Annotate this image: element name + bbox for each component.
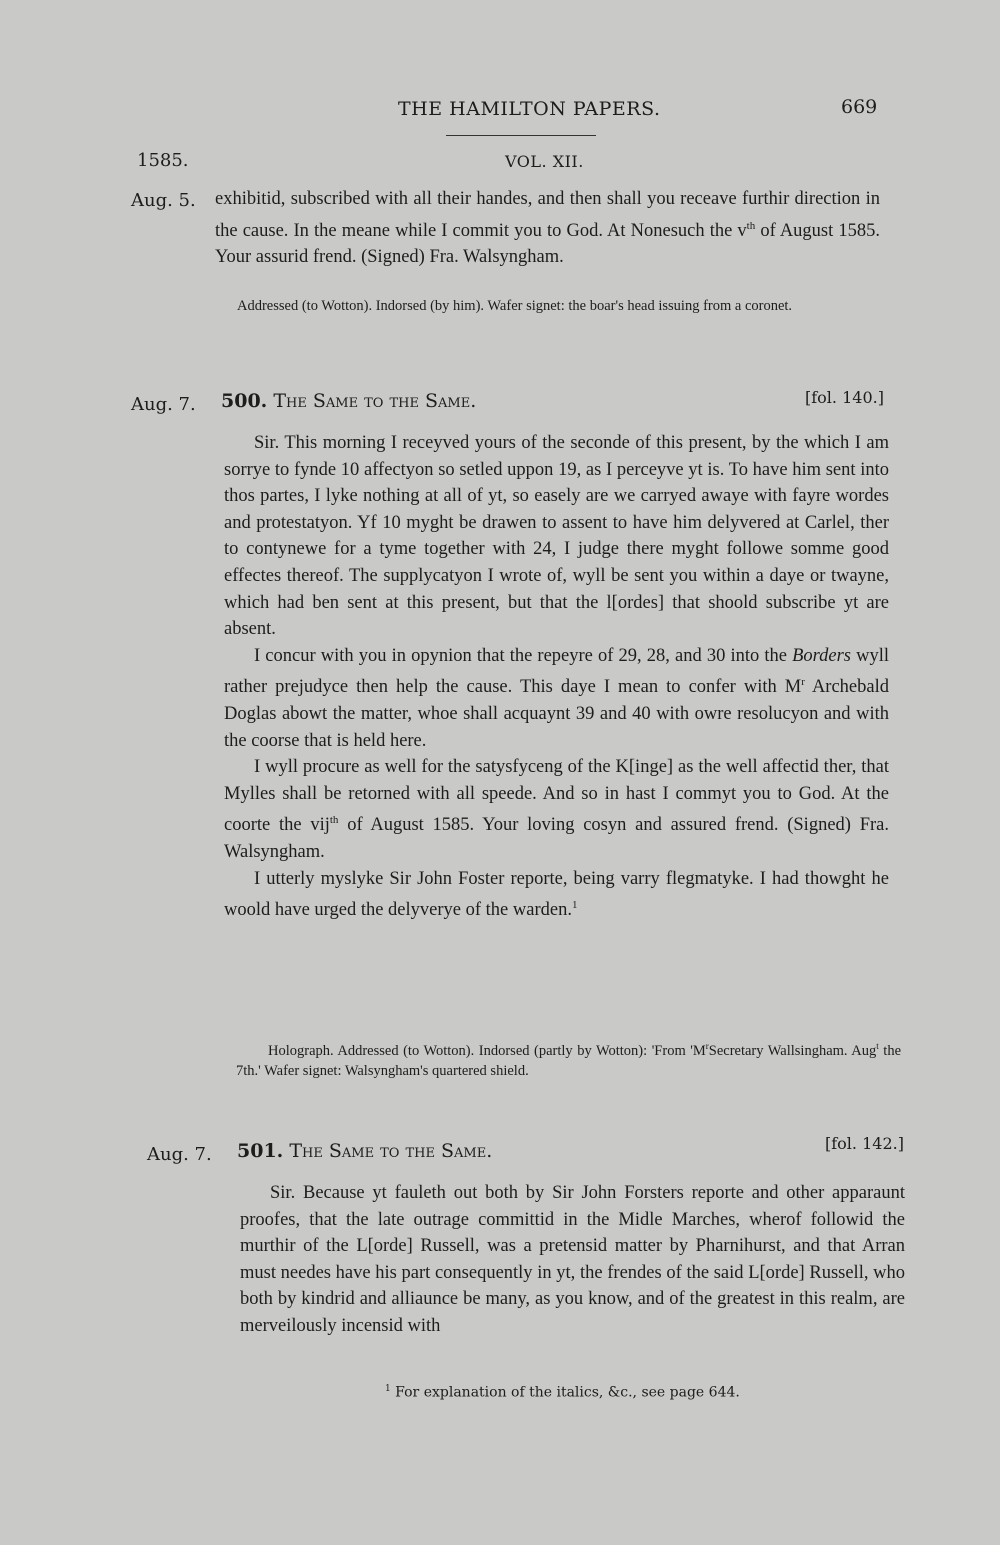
paragraph	[224, 754, 889, 866]
year-label: 1585.	[137, 150, 189, 171]
letter-500-folio: [fol. 140.]	[805, 388, 884, 407]
superscript: r	[705, 1041, 709, 1051]
letter-500-body	[224, 430, 889, 924]
paragraph-text: I utterly myslyke Sir John Foster reporte, being varry flegmatyke. I had thowght he woold have urged the delyverye of the warden.	[224, 868, 889, 921]
letter-501-body	[240, 1180, 905, 1340]
superscript: t	[876, 1041, 879, 1051]
letter-501-title: The Same to the Same.	[289, 1140, 493, 1162]
paragraph-text: of August 1585. Your loving cosyn and assured frend. (Signed) Fra. Walsyngham.	[224, 815, 889, 863]
letter-500-date: Aug. 7.	[131, 394, 196, 415]
note-text: Holograph. Addressed (to Wotton). Indorsed (partly by Wotton): 'From 'M	[268, 1042, 706, 1059]
paragraph: Sir. Because yt fauleth out both by Sir John Forsters reporte and other apparaunt proofes, that the late outrage committid in the Midle Marches, wherof followid the murthir of the L[orde] Russell, was a pretensid matter by Pharnihurst, and that Arran must needes have his part consequently in yt, the frendes of the said L[orde] Russell, who both by kindrid and alliaunce be many, as you know, and of the greatest in this realm, are merveilously incensid with	[240, 1183, 905, 1336]
letter-500-note	[236, 1036, 901, 1081]
footnote-marker: 1	[571, 899, 578, 912]
letter-500-heading	[221, 390, 476, 412]
paragraph	[224, 866, 889, 924]
volume-label: VOL. XII.	[505, 152, 584, 171]
letter-500-number: 500.	[221, 390, 268, 412]
page-number: 669	[841, 96, 878, 118]
footnote-marker: 1	[385, 1384, 391, 1394]
paragraph-text: Archebald Doglas abowt the matter, whoe shall acquaynt 39 and 40 with owre resolucyon and with the coorse that is held here.	[224, 677, 889, 751]
note-text: Secretary Wallsingham. Aug	[708, 1042, 877, 1059]
title-rule	[446, 135, 596, 136]
superscript: r	[801, 676, 805, 689]
letter-501-heading	[237, 1140, 492, 1162]
superscript: th	[746, 219, 756, 232]
note-text: the 7th.' Wafer signet: Walsyngham's quartered shield.	[236, 1042, 902, 1079]
entry-body	[215, 186, 880, 271]
letter-500-title: The Same to the Same.	[273, 390, 477, 412]
entry-date: Aug. 5.	[131, 190, 196, 211]
letter-501-date: Aug. 7.	[147, 1144, 212, 1165]
letter-501-number: 501.	[237, 1140, 284, 1162]
paragraph-text: I concur with you in opynion that the repeyre of 29, 28, and 30 into the	[254, 645, 793, 666]
footnote	[385, 1384, 740, 1401]
entry-note: Addressed (to Wotton). Indorsed (by him). Wafer signet: the boar's head issuing from a coronet.	[237, 298, 793, 314]
entry-text: exhibitid, subscribed with all their handes, and then shall you receave furthir direction in the cause. In the meane while I commit you to God. At Nonesuch the v	[215, 189, 880, 241]
paragraph: Sir. This morning I receyved yours of the seconde of this present, by the which I am sorrye to fynde 10 affectyon so setled uppon 19, as I perceyve yt is. To have him sent into thos partes, I lyke nothing at all of yt, so easely are we carryed awaye with fayre wordes and protestatyon. Yf 10 myght be drawen to assent to have him delyvered at Carlel, ther to contynewe for a tyme together with 24, I judge there myght followe somme good effectes thereof. The supplycatyon I wrote of, wyll be sent you within a daye or twayne, which had ben sent at this present, but that the l[ordes] that shoold subscribe yt are absent.	[224, 433, 889, 640]
superscript: th	[329, 814, 339, 827]
italic-text: Borders	[792, 645, 851, 666]
footnote-text: For explanation of the italics, &c., see page 644.	[390, 1384, 740, 1401]
paragraph-text: I wyll procure as well for the satysfyceng of the K[inge] as the well affectid ther, that Mylles shall be retorned with all speede. And so in hast I commyt you to God. At the coorte the vij	[224, 757, 889, 836]
paragraph	[224, 643, 889, 755]
paragraph-text: wyll rather prejudyce then help the cause. This daye I mean to confer with M	[224, 645, 890, 698]
running-title: THE HAMILTON PAPERS.	[398, 98, 661, 120]
letter-501-folio: [fol. 142.]	[825, 1134, 904, 1153]
entry-text: of August 1585. Your assurid frend. (Signed) Fra. Walsyngham.	[215, 220, 880, 268]
